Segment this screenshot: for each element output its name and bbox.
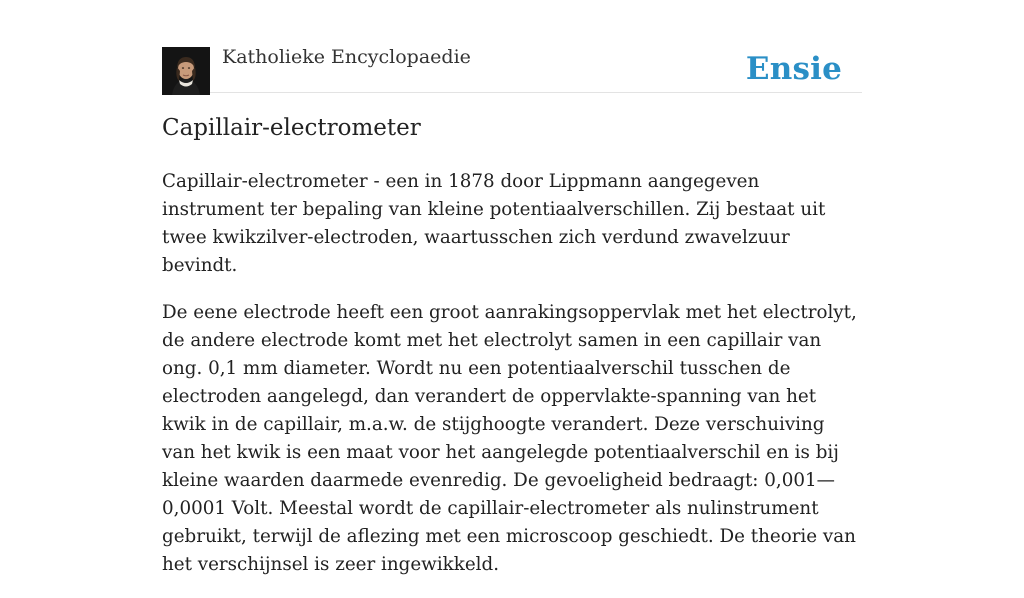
portrait-image xyxy=(162,47,210,95)
article-body xyxy=(162,168,862,598)
source-title[interactable]: Katholieke Encyclopaedie xyxy=(222,46,471,68)
paragraph: De eene electrode heeft een groot aanrakingsoppervlak met het electrolyt, de andere electrode komt met het electrolyt samen in een capillair van ong. 0,1 mm diameter. Wordt nu een potentiaalverschil tusschen de electroden aangelegd, dan verandert de oppervlakte-spanning van het kwik in de capillair, m.a.w. de stijghoogte verandert. Deze verschuiving van het kwik is een maat voor het aangelegde potentiaalverschil en is bij kleine waarden daarmede evenredig. De gevoeligheid bedraagt: 0,001—0,0001 Volt. Meestal wordt de capillair-electrometer als nulinstrument gebruikt, terwijl de aflezing met een microscoop geschiedt. De theorie van het verschijnsel is zeer ingewikkeld. xyxy=(162,302,857,575)
paragraph: Capillair-electrometer - een in 1878 door Lippmann aangegeven instrument ter bepaling van kleine potentiaalverschillen. Zij bestaat uit twee kwikzilver-electroden, waartusschen zich verdund zwavelzuur bevindt. xyxy=(162,171,826,276)
brand-logo[interactable]: Ensie xyxy=(745,51,842,87)
header xyxy=(162,40,862,93)
avatar[interactable] xyxy=(162,47,210,95)
page-title: Capillair-electrometer xyxy=(162,115,421,141)
